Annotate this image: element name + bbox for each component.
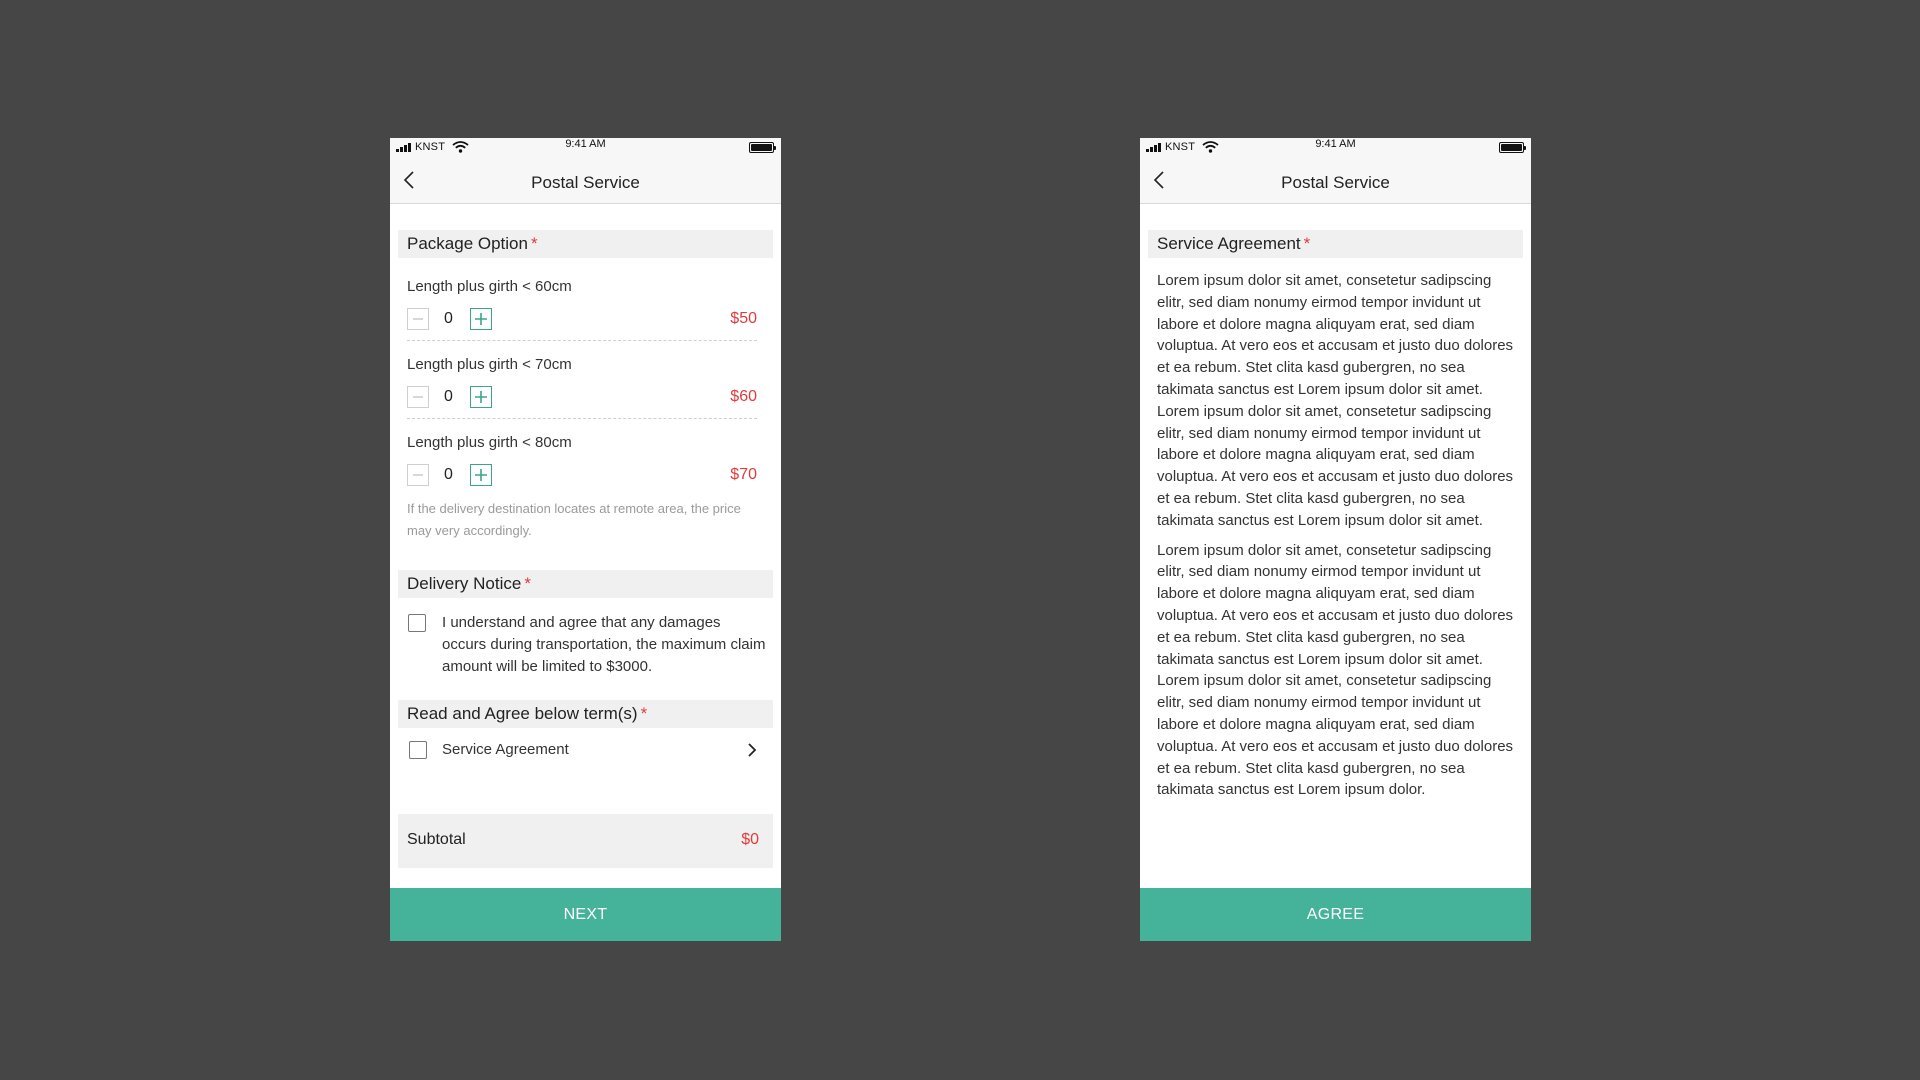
- delivery-notice-checkbox[interactable]: [408, 614, 426, 632]
- required-mark: *: [524, 574, 531, 593]
- status-bar: [1140, 138, 1531, 160]
- status-time: 9:41 AM: [1315, 138, 1356, 150]
- increment-button[interactable]: [470, 308, 492, 330]
- required-mark: *: [640, 704, 648, 723]
- nav-title: Postal Service: [1281, 173, 1390, 192]
- minus-icon: [412, 391, 424, 403]
- next-button[interactable]: NEXT: [390, 888, 781, 941]
- delivery-notice-text: I understand and agree that any damages occurs during transportation, the maximum claim amount will be limited to $3000.: [442, 614, 766, 675]
- divider: [407, 340, 757, 341]
- increment-button[interactable]: [470, 386, 492, 408]
- minus-icon: [412, 313, 424, 325]
- phone-screen-service-agreement: [1140, 138, 1531, 941]
- subtotal-label: Subtotal: [407, 831, 466, 848]
- section-title: Package Option: [407, 234, 528, 253]
- required-mark: *: [530, 234, 538, 253]
- divider: [407, 418, 757, 419]
- package-option-header: [398, 230, 773, 258]
- quantity-value: 0: [444, 388, 453, 405]
- subtotal-bar: [398, 814, 773, 868]
- plus-icon: [474, 468, 488, 482]
- carrier-name: KNST: [1165, 141, 1196, 153]
- minus-icon: [412, 469, 424, 481]
- package-item-label: Length plus girth < 80cm: [407, 434, 572, 451]
- terms-header: [398, 700, 773, 728]
- agreement-paragraph: Lorem ipsum dolor sit amet, consetetur sadipscing elitr, sed diam nonumy eirmod tempor invidunt ut labore et dolore magna aliquyam erat, sed diam voluptua. At vero eos et accusam et justo duo dolores et ea rebum. Stet clita kasd gubergren, no sea takimata sanctus est Lorem ipsum dolor sit amet. Lorem ipsum dolor sit amet, consetetur sadipscing elitr, sed diam nonumy eirmod tempor invidunt ut labore et dolore magna aliquyam erat, sed diam voluptua. At vero eos et accusam et justo duo dolores et ea rebum. Stet clita kasd gubergren, no sea takimata sanctus est Lorem ipsum dolor.: [1157, 541, 1514, 799]
- package-item-label: Length plus girth < 60cm: [407, 278, 572, 295]
- quantity-value: 0: [444, 310, 453, 327]
- carrier-name: KNST: [415, 141, 446, 153]
- section-title: Delivery Notice: [407, 574, 522, 593]
- section-title: Read and Agree below term(s): [407, 704, 638, 723]
- decrement-button[interactable]: [407, 464, 429, 486]
- phone-screen-postal-service: [390, 138, 781, 941]
- subtotal-value: $0: [741, 831, 759, 848]
- agreement-paragraph: Lorem ipsum dolor sit amet, consetetur sadipscing elitr, sed diam nonumy eirmod tempor invidunt ut labore et dolore magna aliquyam erat, sed diam voluptua. At vero eos et accusam et justo duo dolores et ea rebum. Stet clita kasd gubergren, no sea takimata sanctus est Lorem ipsum dolor sit amet. Lorem ipsum dolor sit amet, consetetur sadipscing elitr, sed diam nonumy eirmod tempor invidunt ut labore et dolore magna aliquyam erat, sed diam voluptua. At vero eos et accusam et justo duo dolores et ea rebum. Stet clita kasd gubergren, no sea takimata sanctus est Lorem ipsum dolor sit amet.: [1157, 272, 1514, 529]
- chevron-right-icon: [745, 742, 759, 758]
- service-agreement-header: [1148, 230, 1523, 258]
- navigation-bar: [390, 160, 781, 204]
- navigation-bar: [1140, 160, 1531, 204]
- package-price: $60: [730, 388, 757, 405]
- package-price: $50: [730, 310, 757, 327]
- agree-button[interactable]: AGREE: [1140, 888, 1531, 941]
- nav-title: Postal Service: [531, 173, 640, 192]
- section-title: Service Agreement: [1157, 234, 1301, 253]
- package-price: $70: [730, 466, 757, 483]
- battery-icon: [749, 142, 774, 153]
- decrement-button[interactable]: [407, 308, 429, 330]
- service-agreement-row[interactable]: [398, 733, 773, 767]
- plus-icon: [474, 312, 488, 326]
- agreement-body: [1157, 270, 1519, 809]
- increment-button[interactable]: [470, 464, 492, 486]
- service-agreement-label[interactable]: Service Agreement: [442, 741, 569, 758]
- plus-icon: [474, 390, 488, 404]
- battery-icon: [1499, 142, 1524, 153]
- decrement-button[interactable]: [407, 386, 429, 408]
- quantity-value: 0: [444, 466, 453, 483]
- required-mark: *: [1303, 234, 1311, 253]
- status-bar: [390, 138, 781, 160]
- package-item-label: Length plus girth < 70cm: [407, 356, 572, 373]
- delivery-notice-header: [398, 570, 773, 598]
- status-time: 9:41 AM: [565, 138, 606, 150]
- remote-area-note: If the delivery destination locates at remote area, the price may very accordingly.: [407, 501, 741, 538]
- service-agreement-checkbox[interactable]: [409, 741, 427, 759]
